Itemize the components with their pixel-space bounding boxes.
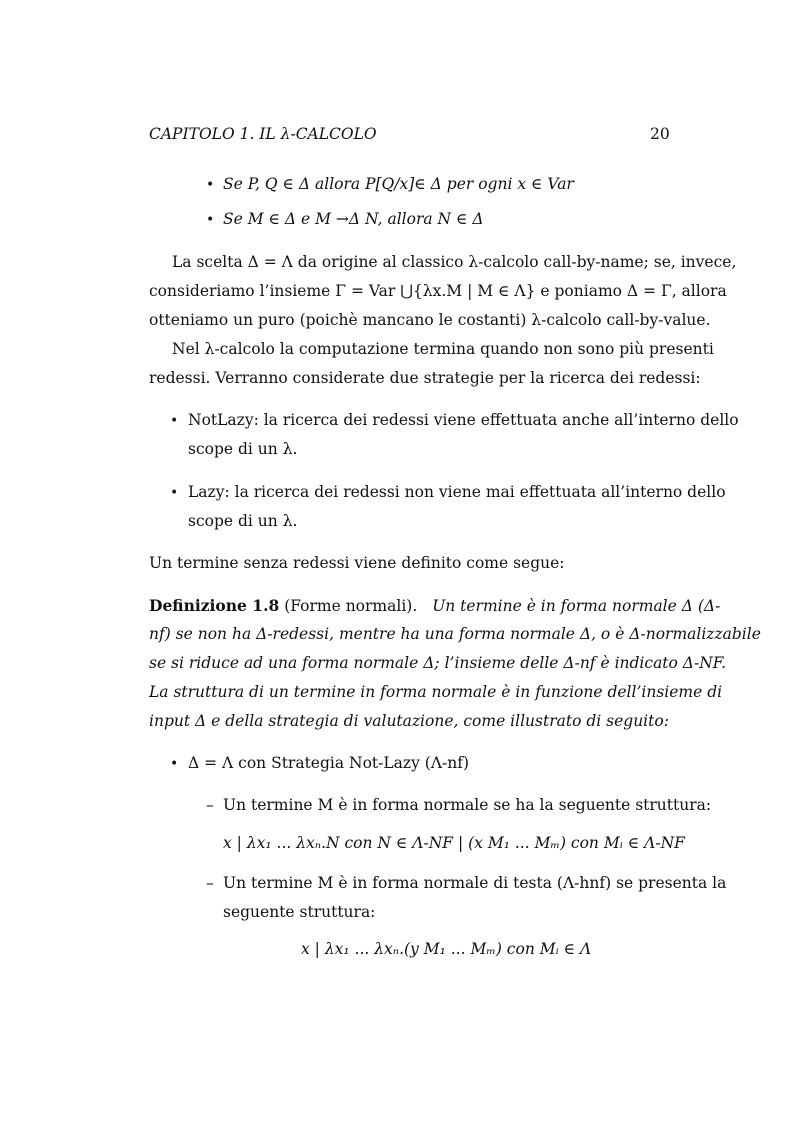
bullet-icon: • [170, 756, 179, 772]
definition-name: (Forme normali). [284, 597, 418, 615]
definition-line1 [149, 596, 721, 615]
rule-substitution: Se P, Q ∈ Δ allora P[Q/x]∈ Δ per ogni x ∈ Var [223, 175, 574, 193]
dash-icon: – [206, 796, 214, 814]
strategy-lazy-line2: scope di un λ. [188, 512, 298, 530]
para1-line3: otteniamo un puro (poichè mancano le costanti) λ-calcolo call-by-value. [149, 311, 711, 329]
para2-line2: redessi. Verranno considerate due strategie per la ricerca dei redessi: [149, 369, 701, 387]
running-header: CAPITOLO 1. IL λ-CALCOLO [149, 125, 377, 143]
definition-label: Definizione 1.8 [149, 596, 280, 615]
case-sub2-line1: Un termine M è in forma normale di testa (Λ-hnf) se presenta la [223, 874, 727, 892]
formula-normal-form: x | λx₁ ... λxₙ.N con N ∈ Λ-NF | (x M₁ ... Mₘ) con Mᵢ ∈ Λ-NF [223, 834, 685, 852]
para1-line1: La scelta Δ = Λ da origine al classico λ-calcolo call-by-name; se, invece, [172, 253, 737, 271]
dash-icon: – [206, 874, 214, 892]
rule-reduction: Se M ∈ Δ e M →Δ N, allora N ∈ Δ [223, 210, 484, 228]
strategy-lazy-line1: Lazy: la ricerca dei redessi non viene mai effettuata all’interno dello [188, 483, 726, 501]
page-number: 20 [650, 125, 670, 143]
definition-text-start: Un termine è in forma normale Δ (Δ- [432, 597, 721, 615]
bullet-icon: • [170, 485, 179, 501]
case-sub2-line2: seguente struttura: [223, 903, 376, 921]
definition-line3: se si riduce ad una forma normale Δ; l’insieme delle Δ-nf è indicato Δ-NF. [149, 654, 727, 672]
strategy-notlazy-line2: scope di un λ. [188, 440, 298, 458]
para2-line1: Nel λ-calcolo la computazione termina quando non sono più presenti [172, 340, 714, 358]
bullet-icon: • [170, 413, 179, 429]
definition-line2: nf) se non ha Δ-redessi, mentre ha una forma normale Δ, o è Δ-normalizzabile [149, 625, 761, 643]
bullet-icon: • [206, 177, 215, 193]
para3: Un termine senza redessi viene definito come segue: [149, 554, 565, 572]
strategy-notlazy-line1: NotLazy: la ricerca dei redessi viene effettuata anche all’interno dello [188, 411, 739, 429]
definition-line5: input Δ e della strategia di valutazione, come illustrato di seguito: [149, 712, 669, 730]
bullet-icon: • [206, 212, 215, 228]
para1-line2: consideriamo l’insieme Γ = Var ⋃{λx.M | M ∈ Λ} e poniamo Δ = Γ, allora [149, 282, 727, 300]
formula-head-normal-form: x | λx₁ ... λxₙ.(y M₁ ... Mₘ) con Mᵢ ∈ Λ [301, 940, 592, 958]
definition-line4: La struttura di un termine in forma normale è in funzione dell’insieme di [149, 683, 723, 701]
case-sub1: Un termine M è in forma normale se ha la seguente struttura: [223, 796, 712, 814]
case-title: Δ = Λ con Strategia Not-Lazy (Λ-nf) [188, 754, 470, 772]
